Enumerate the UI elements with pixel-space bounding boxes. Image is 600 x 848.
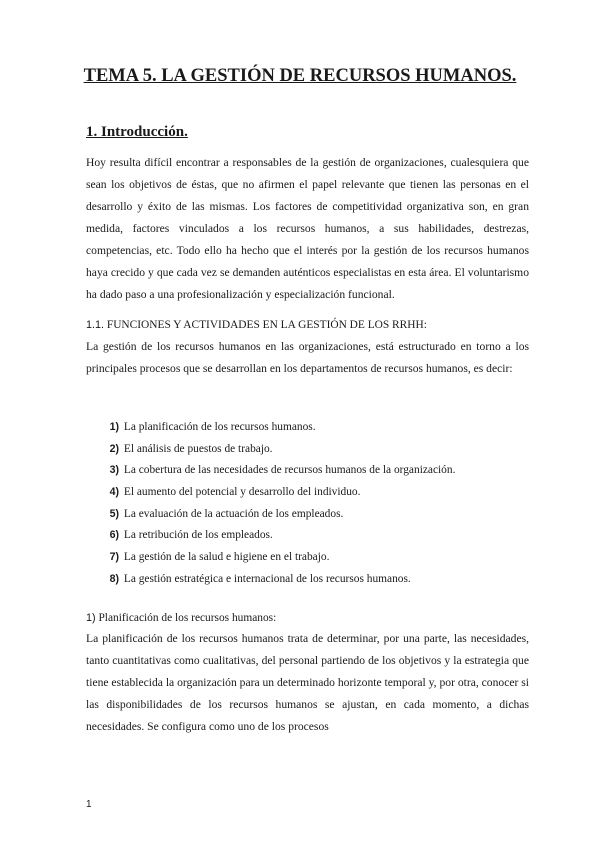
list-item-number: 5) xyxy=(109,507,119,520)
subsection-heading-planificacion xyxy=(86,612,276,624)
planificacion-paragraph: La planificación de los recursos humanos trata de determinar, por una parte, las necesidades, tanto cuantitativas como cualitativas, del personal partiendo de los objetivos y la estrategia que tiene establecida la organización para un determinado horizonte temporal y, por otra, conocer si las disponibilidades de los recursos humanos se ajustan, en cada momento, a dichas necesidades. Se configura como uno de los procesos xyxy=(86,632,529,733)
subsection-number: 1.1. xyxy=(86,319,105,331)
page-title: TEMA 5. LA GESTIÓN DE RECURSOS HUMANOS. xyxy=(83,66,517,86)
list-item xyxy=(86,504,455,526)
page-number: 1 xyxy=(86,799,92,810)
list-item-number: 8) xyxy=(109,572,119,585)
list-item-number: 6) xyxy=(109,529,119,542)
list-item-number: 3) xyxy=(109,464,119,477)
list-item-text: El aumento del potencial y desarrollo del individuo. xyxy=(123,486,361,499)
subsection-number: 1) xyxy=(86,612,96,624)
list-item-text: La evaluación de la actuación de los empleados. xyxy=(123,507,344,520)
list-item xyxy=(86,417,455,439)
list-item xyxy=(86,525,455,547)
list-item-number: 4) xyxy=(109,486,119,499)
list-item-text: La cobertura de las necesidades de recursos humanos de la organización. xyxy=(123,464,456,477)
list-item xyxy=(86,460,455,482)
section-heading-introduccion: 1. Introducción. xyxy=(86,124,188,140)
intro-paragraph: Hoy resulta difícil encontrar a responsables de la gestión de organizaciones, cualesquiera que sean los objetivos de éstas, que no afirmen el papel relevante que tienen las personas en el desarrollo y éxito de las mismas. Los factores de competitividad organizativa son, en gran medida, factores vinculados a los recursos humanos, a sus habilidades, destrezas, competencias, etc. Todo ello ha hecho que el interés por la gestión de los recursos humanos haya crecido y que cada vez se demanden auténticos especialistas en esta área. El voluntarismo ha dado paso a una profesionalización y especialización funcional. xyxy=(86,156,529,301)
list-item xyxy=(86,439,455,461)
list-item xyxy=(86,547,455,569)
list-item-text: La gestión estratégica e internacional de los recursos humanos. xyxy=(123,572,411,585)
subsection-title: Planificación de los recursos humanos: xyxy=(98,612,277,624)
subsection-heading-funciones xyxy=(86,319,427,331)
list-item-text: El análisis de puestos de trabajo. xyxy=(123,442,273,455)
list-item-text: La retribución de los empleados. xyxy=(123,529,273,542)
process-list xyxy=(86,417,455,591)
subsection-title: FUNCIONES Y ACTIVIDADES EN LA GESTIÓN DE LOS RRHH: xyxy=(106,319,427,331)
list-item-number: 7) xyxy=(109,551,119,564)
list-item-number: 2) xyxy=(109,442,119,455)
list-item-text: La gestión de la salud e higiene en el trabajo. xyxy=(123,551,330,564)
rrhh-paragraph: La gestión de los recursos humanos en las organizaciones, está estructurado en torno a los principales procesos que se desarrollan en los departamentos de recursos humanos, es decir: xyxy=(86,340,529,375)
list-item-number: 1) xyxy=(109,421,119,433)
list-item xyxy=(86,482,455,504)
list-item xyxy=(86,569,455,591)
list-item-text: La planificación de los recursos humanos. xyxy=(123,421,316,433)
